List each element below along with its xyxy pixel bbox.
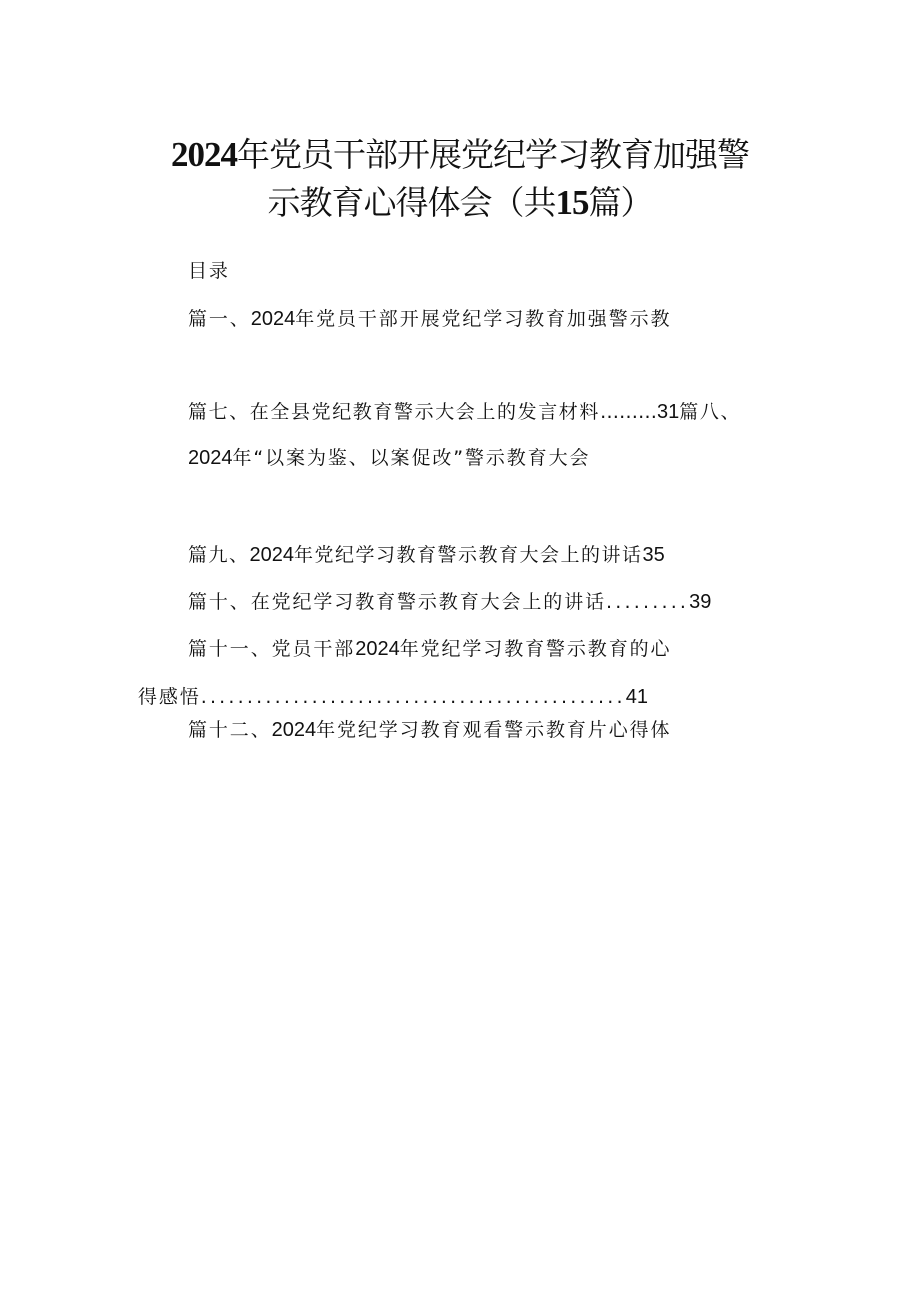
toc-item-11-text: 年党纪学习教育警示教育的心 [399,638,672,660]
title-year: 2024 [171,135,237,174]
toc-item-11-year: 2024 [355,638,400,660]
toc-item-7[interactable] [188,399,741,425]
title-count: 15 [555,183,589,222]
toc-item-12[interactable] [188,717,671,743]
toc-item-10-text: 篇十、在党纪学习教育警示教育大会上的讲话 [188,591,607,613]
toc-item-11-continued[interactable] [138,684,648,710]
toc-item-12-text: 年党纪学习教育观看警示教育片心得体 [316,719,672,741]
toc-item-7-tail: 篇八、 [679,401,742,423]
toc-item-11-prefix: 篇十一、党员干部 [188,638,356,660]
toc-item-12-prefix: 篇十二、 [188,719,272,741]
toc-item-11-cont: 得感悟 [138,686,201,708]
toc-item-8-text: 年“以案为鉴、以案促改”警示教育大会 [232,447,591,469]
toc-item-1-year: 2024 [250,308,296,330]
toc-item-9-prefix: 篇九、 [188,544,250,566]
toc-item-8[interactable] [188,445,590,471]
toc-item-11[interactable] [188,636,671,662]
toc-item-1-text: 年党员干部开展党纪学习教育加强警示教 [295,308,672,330]
toc-item-7-text: 篇七、在全县党纪教育警示大会上的发言材料 [188,401,601,423]
toc-item-9-year: 2024 [249,544,295,566]
toc-item-10[interactable] [188,589,711,615]
toc-item-1[interactable] [188,306,671,332]
toc-item-10-page: 39 [689,591,712,613]
document-title-line-1 [0,135,920,175]
title-text-2-end: 篇） [588,183,653,222]
toc-item-9[interactable] [188,542,665,568]
document-title-line-2 [0,183,920,223]
toc-item-7-page: 31 [657,401,680,423]
toc-item-1-prefix: 篇一、 [188,308,251,330]
toc-item-7-dots: ……… [600,401,658,423]
toc-item-11-dots: .............................................. [200,686,626,708]
title-text-1: 年党员干部开展党纪学习教育加强警 [237,135,749,174]
toc-item-8-year: 2024 [188,447,233,469]
title-text-2: 示教育心得体会（共 [267,183,556,222]
toc-item-11-page: 41 [625,686,648,708]
toc-item-10-dots: ......... [606,591,690,613]
toc-heading: 目录 [188,260,230,282]
toc-item-12-year: 2024 [271,719,317,741]
toc-item-9-page: 35 [642,544,665,566]
toc-item-9-text: 年党纪学习教育警示教育大会上的讲话 [294,544,643,566]
